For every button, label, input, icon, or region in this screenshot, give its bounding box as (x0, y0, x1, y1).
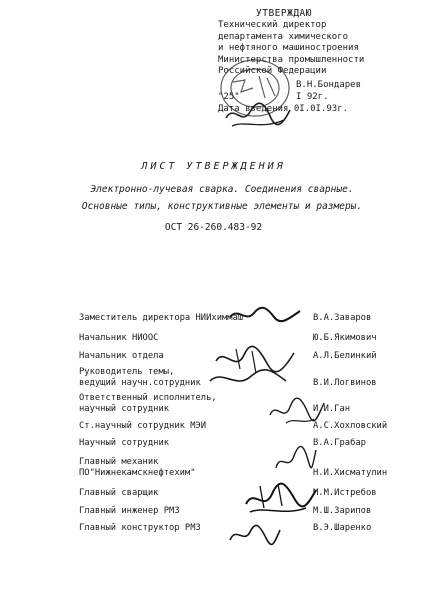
signatory-row (79, 506, 419, 517)
signatory-name: В.А.Грабар (313, 438, 366, 448)
signatory-position: Научный сотрудник (79, 438, 170, 448)
approval-line: Технический директор (218, 20, 327, 30)
signatory-row (79, 351, 419, 362)
signatory-name: И.И.Ган (313, 404, 351, 414)
signatory-position: Главный конструктор РМЗ (79, 523, 201, 533)
approval-date-day: "25" (218, 91, 240, 102)
signatory-position: Начальник отдела (79, 351, 164, 361)
signatory-position: Главный механик (79, 457, 159, 467)
signatory-name: М.Ш.Зарипов (313, 506, 372, 516)
signatory-name: Н.И.Хисматулин (313, 468, 388, 478)
signatory-name: М.М.Истребов (313, 488, 377, 498)
signatory-row (79, 421, 419, 432)
signatory-row (79, 333, 419, 344)
signatory-position: Ст.научный сотрудник МЭИ (79, 421, 207, 431)
signatory-position: Заместитель директора НИИхиммаш (79, 313, 244, 323)
approval-block (218, 8, 423, 115)
signatory-position: ПО"Нижнекамскнефтехим" (79, 468, 196, 478)
sheet-title: ЛИСТ УТВЕРЖДЕНИЯ (141, 161, 286, 172)
signatory-position: Главный инженер РМЗ (79, 506, 180, 516)
approval-line: Российской Федерации (218, 66, 327, 76)
signatory-position: Главный сварщик (79, 488, 159, 498)
approval-signer: В.Н.Бондарев (296, 79, 362, 90)
signatory-name: Ю.Б.Якимович (313, 333, 377, 343)
signatory-position: ведущий научн.сотрудник (79, 378, 201, 388)
introduction-date: Дата введения 0I.0I.93г. (218, 103, 349, 114)
document-subject (32, 181, 412, 215)
signatory-position: Руководитель темы, (79, 367, 175, 377)
approval-title: УТВЕРЖДАЮ (256, 8, 312, 19)
approval-line: департамента химического (218, 31, 349, 42)
signatory-row (79, 488, 419, 499)
standard-number: ОСТ 26-260.483-92 (164, 222, 263, 233)
signatory-name: А.Л.Белинкий (313, 351, 377, 361)
signatory-position: Начальник НИООС (79, 333, 159, 343)
signatory-row (79, 367, 419, 389)
approval-line: Министерства промышленности (218, 54, 365, 65)
signatory-row (79, 313, 419, 324)
signatory-name: В.И.Логвинов (313, 378, 377, 388)
signatory-position: Ответственный исполнитель, (79, 393, 217, 403)
subject-line: Электронно-лучевая сварка. Соединения сварные. (90, 184, 354, 195)
approval-date-year: I 92г. (296, 91, 329, 102)
signatory-row (79, 438, 419, 449)
signatory-name: В.Э.Шаренко (313, 523, 372, 533)
approval-date-line (218, 91, 423, 103)
signatory-position: научный сотрудник (79, 404, 170, 414)
signatory-row (79, 457, 419, 479)
approval-line: и нефтяного машиностроения (218, 43, 359, 53)
signatory-name: В.А.Заваров (313, 313, 372, 323)
signatory-row (79, 393, 419, 415)
signatory-name: А.С.Хохловский (313, 421, 388, 431)
signatory-row (79, 523, 419, 534)
approval-signer-line (218, 79, 423, 91)
subject-line: Основные типы, конструктивные элементы и размеры. (81, 201, 363, 212)
